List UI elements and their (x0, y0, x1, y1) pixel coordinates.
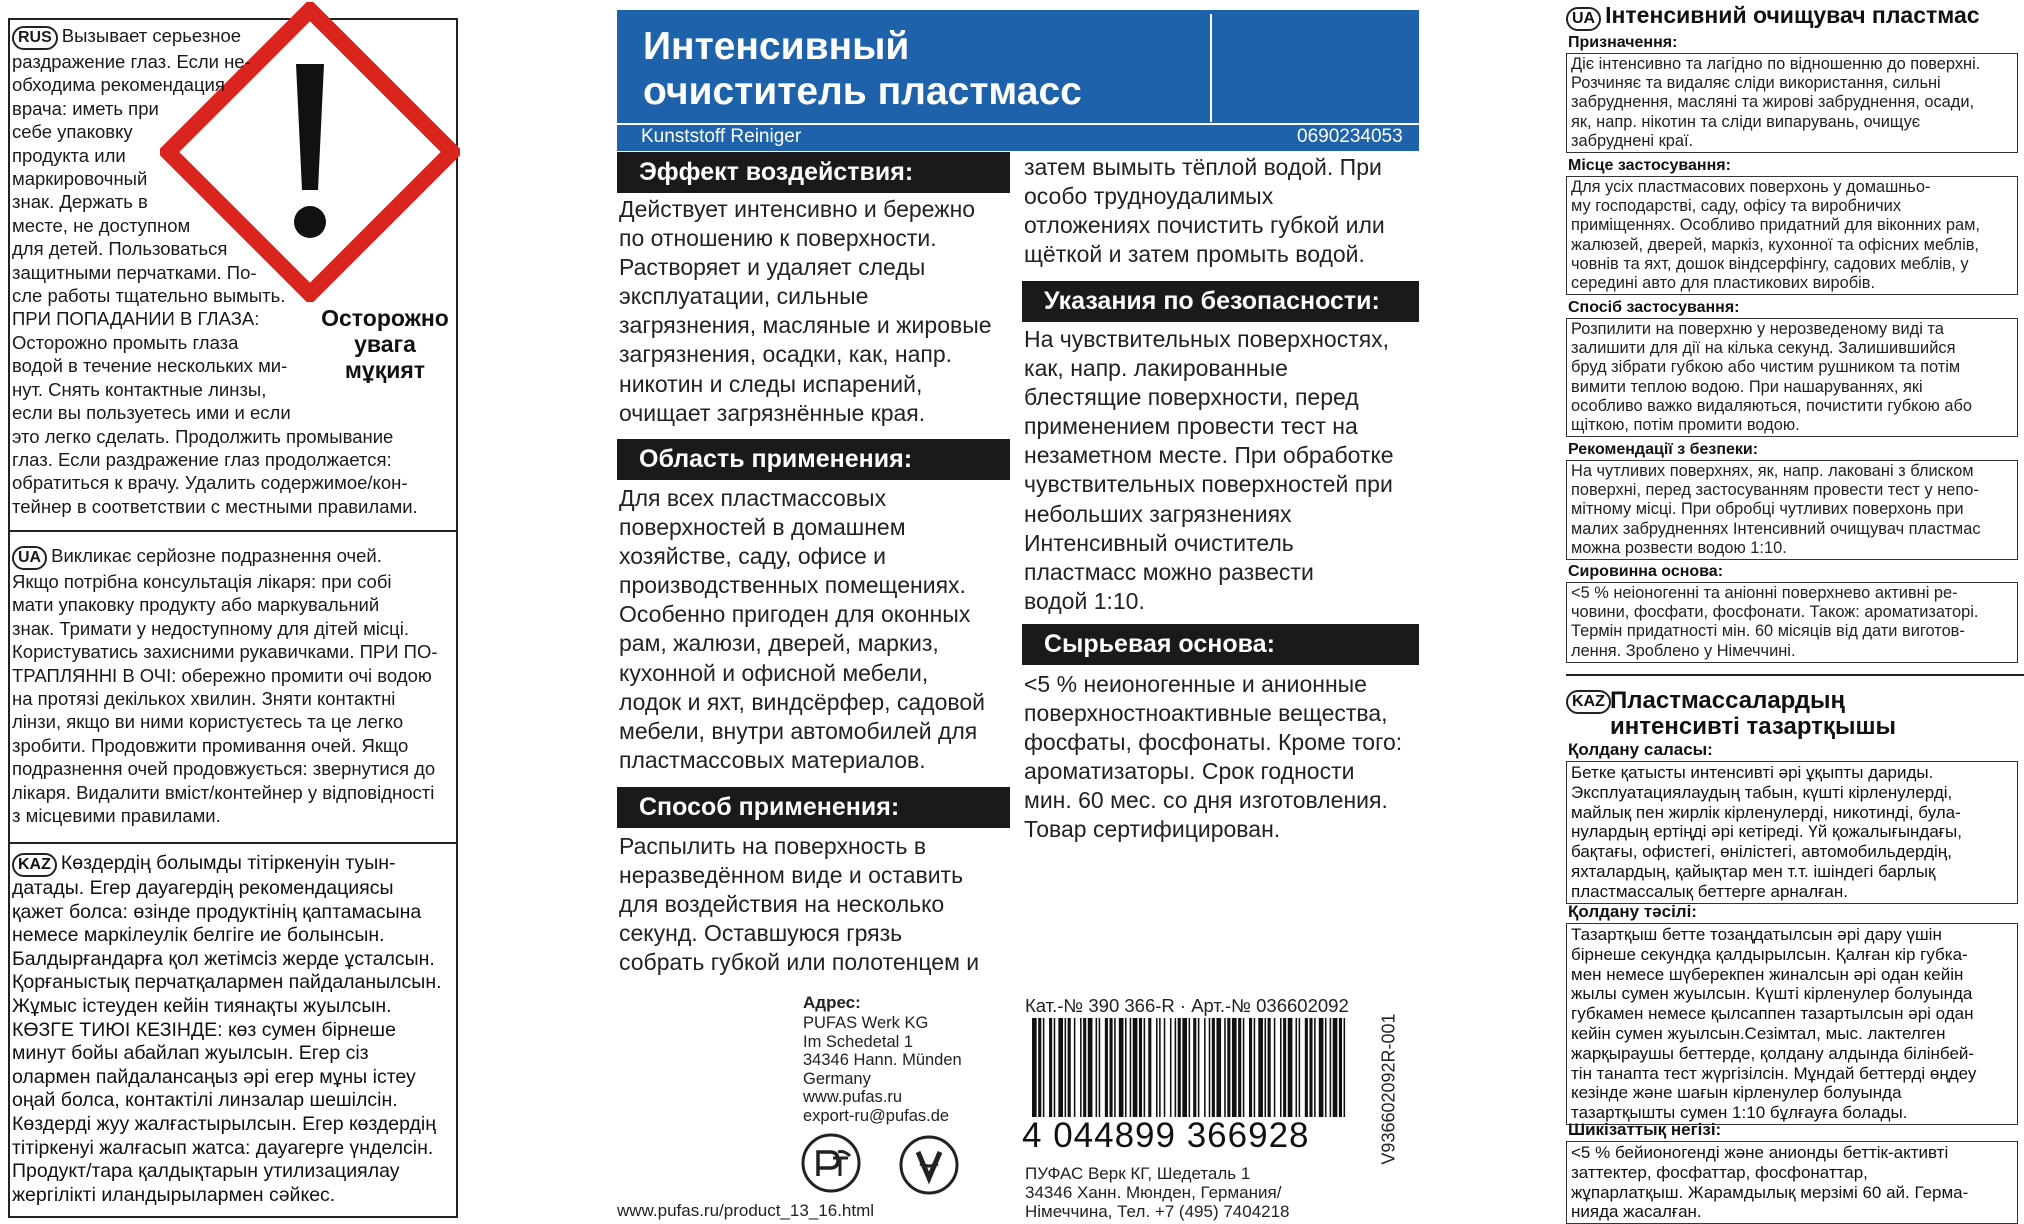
lang-badge-ua: UA (1566, 7, 1601, 31)
barcode-stripe (1232, 1018, 1237, 1117)
safety-text: На чувствительных поверхностях, как, напр. лакированные блестящие поверхности, перед применением провести тест на незаметном месте. При обработке чувствительных поверхностей при небольших загрязнениях Интенсивный очиститель пластмасс можно развести водой 1:10. (1024, 326, 1394, 614)
kaz-heading-method: Қолдану тәсілі: (1568, 902, 1697, 921)
barcode-stripe (1268, 1018, 1271, 1117)
barcode-stripe (1344, 1018, 1346, 1117)
ua-text-raw: <5 % неіоногенні та аніонні поверхнево активні ре- човини, фосфати, фосфонати. Також: ароматизаторі. Термін придатності мін. 60 місяців від дати виготов- лення. Зроблено у Німеччині. (1566, 582, 2018, 663)
barcode-stripe (1032, 1018, 1037, 1117)
address-text: PUFAS Werk KG Im Schedetal 1 34346 Hann. Münden Germany www.pufas.ru export-ru@pufas.de (803, 1014, 962, 1125)
barcode-stripe (1156, 1018, 1158, 1117)
ua-panel-title: Інтенсивний очищувач пластмас (1605, 2, 1980, 28)
barcode-stripe (1058, 1018, 1063, 1117)
barcode-stripe (1130, 1018, 1132, 1117)
ua-heading-safety: Рекомендації з безпеки: (1568, 441, 1759, 458)
kaz-heading-area: Қолдану саласы: (1568, 740, 1713, 759)
barcode-stripe (1038, 1018, 1041, 1117)
barcode-stripe (1110, 1018, 1113, 1117)
article-numbers: Кат.-№ 390 366-R · Арт.-№ 036602092 (1025, 995, 1349, 1016)
barcode-stripe (1339, 1018, 1342, 1117)
rus-warning-block (12, 24, 452, 518)
kaz-heading-raw: Шикізаттық негізі: (1568, 1120, 1722, 1139)
barcode-stripe (1054, 1018, 1056, 1117)
divider (1566, 674, 2024, 676)
barcode-stripe (1299, 1018, 1301, 1117)
barcode-stripe (1227, 1018, 1230, 1117)
barcode-stripe (1204, 1018, 1206, 1117)
section-heading-safety: Указания по безопасности: (1022, 281, 1419, 322)
product-code: 0690234053 (1297, 126, 1403, 147)
barcode-stripe (1148, 1018, 1151, 1117)
barcode-stripe (1224, 1018, 1226, 1117)
ua-heading-method: Спосіб застосування: (1568, 299, 1740, 316)
rus-warning-text: Вызывает серьезное раздражение глаз. Если не- обходима рекомендация врача: иметь при себе упаковку продукта или маркировочный знак. Держать в месте, не доступном для детей. Пользоваться защитными перчатками. По- сле работы тщательно вымыть. ПРИ ПОПАДАНИИ В ГЛАЗА: Осторожно промыть глаза водой в течение нескольких ми- нут. Снять контактные линзы, если вы пользуетесь ими и если это легко сделать. Продолжить промывание глаз. Если раздражение глаз продолжается: обратиться к врачу. Удалить содержимое/кон- тейнер в соответствии с местными правилами. (12, 25, 418, 517)
barcode-stripe (1254, 1018, 1256, 1117)
ua-text-method: Розпилити на поверхню у нерозведеному виді та залишити для дії на кілька секунд. Залишившийся бруд зібрати губкою або чистим рушником та потім вимити теплою водою. При нашаруваннях, які особливо важко видаляються, почистити губкою або щіткою, потім промити водою. (1566, 318, 2018, 437)
barcode-stripe (1139, 1018, 1142, 1117)
vertical-code (1374, 1001, 1404, 1176)
ua-warning-text: Викликає серйозне подразнення очей. Якщо потрібна консультація лікаря: при собі мати упаковку продукту або маркувальний знак. Тримати у недоступному для дітей місці. Користуватись захисними рукавичками. ПРИ ПО- ТРАПЛЯННІ В ОЧІ: обережно промити очі водою на протязі декількох хвилин. Зняти контактні лінзи, якщо ви ними користуєтесь та це легко зробити. Продовжити промивання очей. Якщо подразнення очей продовжується: звернутися до лікаря. Видалити вміст/контейнер у відповідності з місцевими правилами. (12, 545, 438, 827)
kaz-warning-block (12, 852, 457, 1207)
barcode-stripe (1065, 1018, 1067, 1117)
barcode-stripe (1074, 1018, 1076, 1117)
barcode-stripe (1125, 1018, 1127, 1117)
header-divider (1210, 14, 1212, 122)
method-text: Распылить на поверхность в неразведённом виде и оставить для воздействия на несколько секунд. Оставшуюся грязь собрать губкой или полотенцем и (619, 833, 980, 976)
barcode-stripe (1193, 1018, 1196, 1117)
barcode-stripe (1309, 1018, 1312, 1117)
ua-text-area: Для усіх пластмасових поверхонь у домашньо- му господарстві, саду, офісу та виробничих приміщеннях. Особливо придатний для віконних рам, жалюзей, дверей, маркіз, кухонної та офісних меблів, човнів та яхт, дошок віндсерфінгу, садових меблів, у середині авто для пластикових виробів. (1566, 176, 2018, 295)
lang-badge-rus: RUS (12, 26, 58, 50)
barcode-stripe (1330, 1018, 1332, 1117)
barcode-stripe (1119, 1018, 1124, 1117)
section-heading-area: Область применения: (617, 439, 1010, 480)
barcode-stripe (1099, 1018, 1101, 1117)
kaz-text-raw: <5 % бейионогенді және анионды беттік-активті заттектер, фосфаттар, фосфонаттар, жұпарлатқыш. Жарамдылық мерзімі 60 ай. Герма- нияда жасалған. (1566, 1141, 2018, 1224)
method-text-continued: затем вымыть тёплой водой. При особо трудноудалимых отложениях почистить губкой или щёткой и затем промыть водой. (1024, 154, 1385, 268)
barcode-stripe (1198, 1018, 1200, 1117)
divider (10, 530, 456, 532)
product-title: Интенсивный очиститель пластмасс (643, 25, 1082, 113)
barcode-stripe (1144, 1018, 1146, 1117)
importer-info: ПУФАС Верк КГ, Шедеталь 1 34346 Ханн. Мюнден, Германия/ Німеччина, Тел. +7 (495) 7404218 (1025, 1164, 1290, 1221)
barcode-stripe (1175, 1018, 1177, 1117)
barcode-stripe (1296, 1018, 1298, 1117)
barcode-stripe (1080, 1018, 1082, 1117)
ua-heading-raw: Сировинна основа: (1568, 563, 1724, 580)
barcode-stripe (1114, 1018, 1116, 1117)
barcode-stripe (1243, 1018, 1245, 1117)
divider (10, 842, 456, 844)
effect-text: Действует интенсивно и бережно по отношению к поверхности. Растворяет и удаляет следы эксплуатации, сильные загрязнения, масляные и жировые загрязнения, осадки, как, напр. никотин и следы испарений, очищает загрязнённые края. (619, 196, 992, 426)
ua-text-safety: На чутливих поверхнях, як, напр. лаковані з блиском поверхні, перед застосуванням провести тест у непо- мітному місці. При обробці чутливих поверхонь при малих забрудненнях Інтенсивний очищувач пластмас можна розвести водою 1:10. (1566, 460, 2018, 560)
section-heading-method: Способ применения: (617, 787, 1010, 828)
barcode-stripe (1068, 1018, 1071, 1117)
ua-heading-area: Місце застосування: (1568, 157, 1731, 174)
barcode-stripe (1164, 1018, 1166, 1117)
barcode-stripe (1283, 1018, 1286, 1117)
ua-panel-title-row (1566, 2, 1980, 31)
barcode-stripe (1209, 1018, 1211, 1117)
ua-warning-block (12, 544, 452, 827)
barcode-stripe (1238, 1018, 1241, 1117)
barcode-stripe (1249, 1018, 1252, 1117)
kaz-text-area: Бетке қатысты интенсивті әрі ұқыпты дариды. Эксплуатациялаудың табын, күшті кірленулерді, майлық пен жирлік кірленулерді, никотинді, була- нулардың ертіңді әрі кетіреді. Үй қожалығындағы, бақтағы, офистегі, өнілістегі, автомобильдердің, яхталардың, қайықтар мен т.т. ішіндегі барлық пластмассалық беттерге арналған. (1566, 761, 2018, 904)
barcode-stripe (1178, 1018, 1181, 1117)
lang-badge-kaz: KAZ (12, 853, 57, 877)
barcode-stripe (1049, 1018, 1052, 1117)
product-url: www.pufas.ru/product_13_16.html (617, 1201, 875, 1220)
barcode-stripe (1333, 1018, 1338, 1117)
kaz-warning-text: Көздердің болымды тітіркенуін туын- датады. Егер дауагердің рекомендациясы қажет болса: өзінде продуктінің қаптамасына немесе маркілеулік белгіге ие болынсын. Балдырғандарға қол жетімсіз жерде ұсталсын. Қорғаныстық перчатқалармен пайдаланылсын. Жұмыс істеуден кейін тиянақты жуылсын. КӨЗГЕ ТИЮІ КЕЗІНДЕ: көз сумен бірнеше минут бойы абайлап жуылсын. Егер сіз олармен пайдалансаңыз әрі егер мұны істеу оңай болса, контактілі линзалар шешілсін. Көздерді жуу жалғастырылсын. Егер көздердің тітіркенуі жалғасып жатса: дауагерге үнделсін. Продукт/тара қалдықтарын утилизациялау жергілікті иландырылармен сәйкес. (12, 852, 442, 1206)
barcode-stripe (1305, 1018, 1308, 1117)
barcode-stripe (1288, 1018, 1293, 1117)
section-heading-effect: Эффект воздействия: (617, 152, 1010, 193)
barcode-stripe (1096, 1018, 1098, 1117)
barcode-stripe (1133, 1018, 1138, 1117)
area-text: Для всех пластмассовых поверхностей в домашнем хозяйстве, саду, офисе и производственных помещениях. Особенно пригоден для оконных рам, жалюзи, дверей, маркиз, кухонной и офисной мебели, лодок и яхт, виндсёрфер, садовой мебели, внутри автомобилей для пластмассовых материалов. (619, 485, 985, 773)
barcode-stripe (1325, 1018, 1327, 1117)
barcode-stripe (1105, 1018, 1108, 1117)
kaz-text-method: Тазартқыш бетте тозаңдатылсын әрі дару үшін бірнеше секундқа қалдырылсын. Қалған кір губка- мен немесе шүберекпен жиналсын әрі одан кейін жылы сумен жуылсын. Күшті кірленулер болуында губкамен немесе қылсаппен тазартылсын әрі одан кейін сумен жуылсын.Сезімтал, мыс. лактелген жарқыраушы беттерде, қолдану алдында білінбей- тін танапта тест жүргізілсін. Мұндай беттерді өңдеу кезінде және шағын кірленулер болуында тазартқышты сумен 1:10 бұлғауға болады. (1566, 923, 2018, 1125)
barcode-stripe (1083, 1018, 1086, 1117)
pct-certification-icon (800, 1132, 862, 1194)
barcode-stripe (1088, 1018, 1093, 1117)
signal-words: Осторожно увага мұқият (321, 305, 449, 383)
barcode-number: 4 044899 366928 (1022, 1116, 1310, 1155)
barcode-stripe (1182, 1018, 1187, 1117)
ua-heading-purpose: Призначення: (1568, 34, 1678, 51)
eac-conformity-icon (898, 1134, 960, 1196)
barcode-stripe (1274, 1018, 1276, 1117)
barcode-stripe (1170, 1018, 1172, 1117)
product-subtitle: Kunststoff Reiniger (641, 126, 802, 147)
barcode-stripe (1314, 1018, 1316, 1117)
barcode-stripe (1258, 1018, 1263, 1117)
ua-text-purpose: Діє інтенсивно та лагідно по відношенню до поверхні. Розчиняє та видаляє сліди використання, сильні забруднення, масляні та жирові забруднення, осади, як, напр. нікотин та сліди випарувань, очищує забруднені краї. (1566, 53, 2018, 153)
kaz-panel-badge-wrap (1566, 690, 1615, 714)
barcode-stripe (1280, 1018, 1282, 1117)
barcode (1030, 1018, 1348, 1117)
barcode-stripe (1319, 1018, 1324, 1117)
lang-badge-kaz: KAZ (1566, 690, 1611, 714)
barcode-stripe (1043, 1018, 1045, 1117)
vertical-code-text: V936602092R-001 (1378, 1012, 1399, 1165)
section-heading-raw-material: Сырьевая основа: (1022, 624, 1419, 665)
barcode-stripe (1265, 1018, 1267, 1117)
raw-material-text: <5 % неионогенные и анионные поверхностноактивные вещества, фосфаты, фосфонаты. Кроме того: ароматизаторы. Срок годности мин. 60 мес. со дня изготовления. Товар сертифицирован. (1024, 671, 1403, 843)
kaz-panel-title: Пластмассалардың интенсивті тазартқышы (1610, 687, 1896, 740)
barcode-stripe (1212, 1018, 1215, 1117)
barcode-stripe (1216, 1018, 1221, 1117)
address-label: Адрес: (803, 993, 861, 1012)
lang-badge-ua: UA (12, 546, 47, 570)
header-line (617, 123, 1419, 125)
barcode-stripe (1159, 1018, 1161, 1117)
barcode-stripe (1189, 1018, 1191, 1117)
